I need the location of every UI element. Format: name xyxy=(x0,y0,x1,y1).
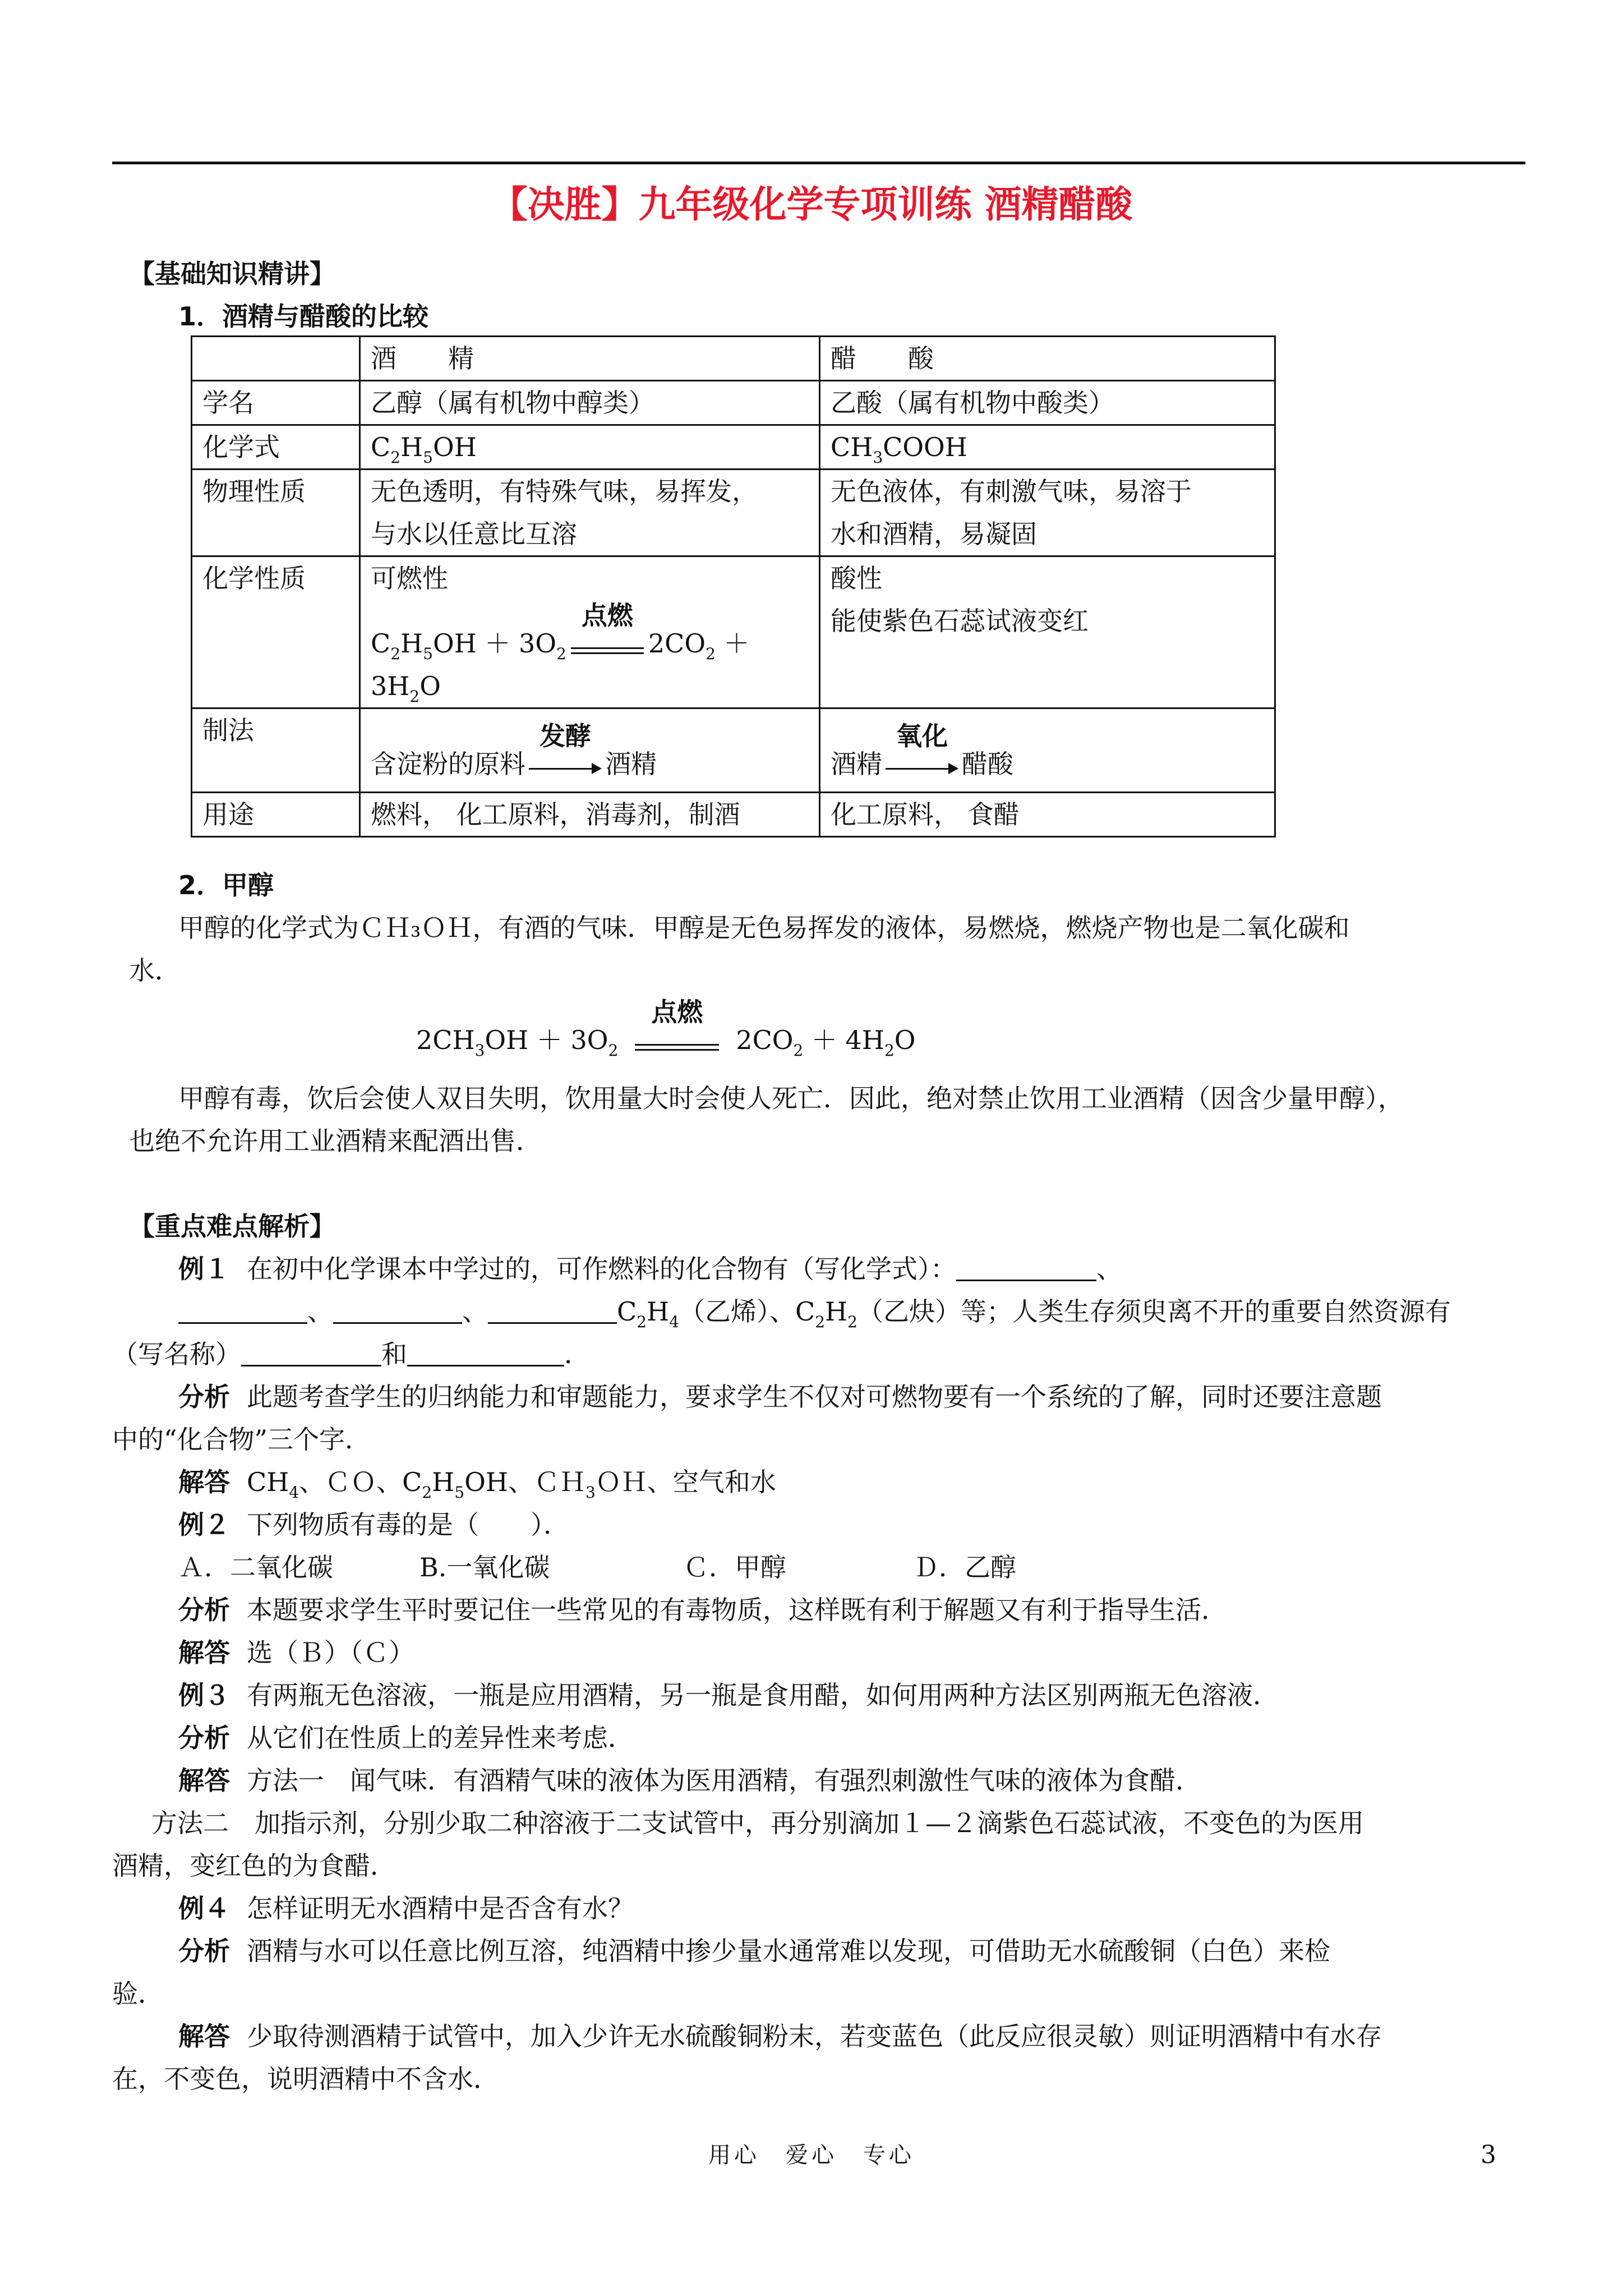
cell-line: 可燃性 xyxy=(371,563,448,593)
cell-line: 无色液体，有刺激气味，易溶于 xyxy=(831,476,1192,507)
section-heading-basics: 【基础知识精讲】 xyxy=(129,259,335,289)
example-text: 有两瓶无色溶液，一瓶是应用酒精，另一瓶是食用醋，如何用两种方法区别两瓶无色溶液． xyxy=(247,1680,1279,1710)
example-text: ． xyxy=(564,1339,590,1369)
methanol-equation: $2CH_3OH + 3O_2$ 点燃 $2CO_2 + 4H_2O$ xyxy=(416,997,916,1060)
reaction-condition xyxy=(635,997,719,1052)
answer-text: 少取待测酒精于试管中，加入少许无水硫酸铜粉末，若变蓝色（此反应很灵敏）则证明酒精中有水存 xyxy=(247,2021,1382,2051)
example-3 xyxy=(178,1674,1279,1717)
example-text: （写名称） xyxy=(112,1339,241,1369)
header-rule xyxy=(112,162,1525,164)
answer-label: 解答 xyxy=(178,1765,230,1796)
paragraph-line: 水． xyxy=(129,955,181,986)
table-row xyxy=(192,470,1275,556)
subheading-comparison: 1．酒精与醋酸的比较 xyxy=(178,301,429,332)
table-row xyxy=(192,425,1275,470)
analysis-3 xyxy=(178,1717,634,1759)
example-text: 怎样证明无水酒精中是否含有水？ xyxy=(247,1893,634,1924)
example-text: 下列物质有毒的是（ ）． xyxy=(247,1510,569,1540)
table-header-row xyxy=(192,337,1275,381)
analysis-1 xyxy=(178,1375,1382,1418)
table-row xyxy=(192,793,1275,837)
row-label: 制法 xyxy=(192,708,360,793)
answer-label: 解答 xyxy=(178,1637,230,1668)
analysis-text: 此题考查学生的归纳能力和审题能力，要求学生不仅对可燃物要有一个系统的了解，同时还要注意题 xyxy=(247,1382,1382,1412)
table-header-cell: 醋 酸 xyxy=(820,337,1275,381)
table-cell: 乙酸（属有机物中酸类） xyxy=(820,381,1275,425)
analysis-text: 酒精与水可以任意比例互溶，纯酒精中掺少量水通常难以发现，可借助无水硫酸铜（白色）来检 xyxy=(247,1936,1330,1966)
analysis-label: 分析 xyxy=(178,1723,230,1753)
comparison-table xyxy=(191,335,1276,838)
table-cell: 乙醇（属有机物中醇类） xyxy=(360,381,820,425)
example-label: 例１ xyxy=(178,1254,230,1284)
product: 醋酸 xyxy=(962,749,1013,779)
table-header-cell xyxy=(192,337,360,381)
paragraph-line: 甲醇的化学式为ＣＨ₃ＯＨ，有酒的气味．甲醇是无色易挥发的液体，易燃烧，燃烧产物也是二氧化碳和 xyxy=(178,913,1350,943)
condition-text: 点燃 xyxy=(651,997,703,1027)
example-text: 在初中化学课本中学过的，可作燃料的化合物有（写化学式）： xyxy=(247,1254,956,1284)
table-cell xyxy=(820,470,1275,556)
product: 酒精 xyxy=(605,749,657,779)
answer-label: 解答 xyxy=(178,2021,230,2051)
combustion-equation: $C_2H_5OH + 3O_2$ 点燃 $2CO_2 + 3H_2O$ xyxy=(371,600,750,706)
page-title: 【决胜】九年级化学专项训练 酒精醋酸 xyxy=(490,183,1133,226)
reactant: 酒精 xyxy=(831,749,882,779)
example-1-line-2: 、 、 $C_2H_4$（乙烯）、$C_2H_2$（乙炔）等；人类生存须臾离不开的重要自然资源有 xyxy=(178,1290,1451,1333)
example-label: 例４ xyxy=(178,1893,230,1924)
table-row xyxy=(192,381,1275,425)
table-cell: 燃料， 化工原料，消毒剂，制酒 xyxy=(360,793,820,837)
analysis-label: 分析 xyxy=(178,1382,230,1412)
answer-blank xyxy=(407,1333,564,1366)
row-label: 物理性质 xyxy=(192,470,360,556)
answer-text: 方法一 闻气味．有酒精气味的液体为医用酒精，有强烈刺激性气味的液体为食醋． xyxy=(247,1765,1201,1796)
reaction-arrow xyxy=(529,721,602,776)
paragraph-line: 验． xyxy=(112,1978,164,2009)
separator: 、 xyxy=(307,1296,333,1327)
answer-3 xyxy=(178,1759,1201,1802)
reaction-arrow xyxy=(886,721,958,776)
table-cell xyxy=(820,556,1275,708)
paragraph-line: 也绝不允许用工业酒精来配酒出售． xyxy=(129,1126,542,1156)
table-cell xyxy=(820,708,1275,793)
analysis-label: 分析 xyxy=(178,1595,230,1625)
paragraph-line: 甲醇有毒，饮后会使人双目失明，饮用量大时会使人死亡．因此，绝对禁止饮用工业酒精（因含少量甲醇）， xyxy=(178,1083,1404,1114)
example-1 xyxy=(178,1248,1122,1290)
answer-blank xyxy=(333,1291,462,1324)
arrow-condition: 氧化 xyxy=(896,721,948,751)
row-label: 化学式 xyxy=(192,425,360,470)
option-d: Ｄ．乙醇 xyxy=(913,1552,1016,1582)
table-cell xyxy=(360,556,820,708)
cell-line: 能使紫色石蕊试液变红 xyxy=(831,606,1089,636)
table-row xyxy=(192,708,1275,793)
table-cell xyxy=(360,470,820,556)
table-cell xyxy=(360,708,820,793)
subheading-methanol: 2．甲醇 xyxy=(178,870,274,900)
row-label: 化学性质 xyxy=(192,556,360,708)
table-cell: 化工原料， 食醋 xyxy=(820,793,1275,837)
reaction-condition: 点燃 xyxy=(571,616,644,656)
analysis-2 xyxy=(178,1589,1227,1631)
cell-line: 无色透明，有特殊气味，易挥发， xyxy=(371,476,758,507)
arrow-condition: 发酵 xyxy=(540,721,591,751)
paragraph-line: 酒精，变红色的为食醋． xyxy=(112,1851,396,1881)
option-b: B.一氧化碳 xyxy=(419,1552,550,1582)
row-label: 用途 xyxy=(192,793,360,837)
option-a: Ａ．二氧化碳 xyxy=(178,1552,333,1582)
answer-blank xyxy=(488,1291,617,1324)
table-cell: $CH_3COOH$ xyxy=(820,425,1275,470)
answer-text: 选（Ｂ）（Ｃ） xyxy=(247,1637,414,1668)
example-2 xyxy=(178,1503,569,1546)
table-cell: $C_2H_5OH$ xyxy=(360,425,820,470)
paragraph-line: 方法二 加指示剂，分别少取二种溶液于二支试管中，再分别滴加１—２滴紫色石蕊试液，不变色的为医用 xyxy=(151,1808,1364,1838)
analysis-text: 从它们在性质上的差异性来考虑． xyxy=(247,1723,634,1753)
example-4 xyxy=(178,1887,634,1930)
answer-label: 解答 xyxy=(178,1467,230,1497)
answer-2 xyxy=(178,1631,414,1674)
cell-line: 酸性 xyxy=(831,563,882,593)
answer-blank xyxy=(178,1291,307,1324)
example-text: 和 xyxy=(381,1339,407,1369)
page-number: 3 xyxy=(1481,2141,1496,2169)
example-label: 例２ xyxy=(178,1510,230,1540)
cell-line: 与水以任意比互溶 xyxy=(371,519,577,549)
answer-blank xyxy=(241,1333,381,1366)
answer-blank xyxy=(956,1248,1096,1281)
answer-4 xyxy=(178,2015,1382,2058)
example-label: 例３ xyxy=(178,1680,230,1710)
analysis-4 xyxy=(178,1930,1330,1972)
example-1-line-3 xyxy=(112,1333,590,1375)
paragraph-line: 中的“化合物”三个字． xyxy=(112,1424,371,1455)
paragraph-line: 在，不变色，说明酒精中不含水． xyxy=(112,2064,499,2094)
footer-motto: 用心 爱心 专心 xyxy=(708,2142,915,2168)
cell-line: 水和酒精，易凝固 xyxy=(831,519,1037,549)
section-heading-analysis: 【重点难点解析】 xyxy=(129,1211,335,1241)
table-row xyxy=(192,556,1275,708)
row-label: 学名 xyxy=(192,381,360,425)
separator: 、 xyxy=(462,1296,488,1327)
answer-1: 解答 $CH_4$、ＣＯ、$C_2H_5OH$、ＣＨ$_3$ＯＨ、空气和水 xyxy=(178,1467,776,1502)
separator: 、 xyxy=(1096,1254,1122,1284)
reactant: 含淀粉的原料 xyxy=(371,749,525,779)
analysis-text: 本题要求学生平时要记住一些常见的有毒物质，这样既有利于解题又有利于指导生活． xyxy=(247,1595,1227,1625)
analysis-label: 分析 xyxy=(178,1936,230,1966)
table-header-cell: 酒 精 xyxy=(360,337,820,381)
option-c: Ｃ．甲醇 xyxy=(683,1552,786,1582)
